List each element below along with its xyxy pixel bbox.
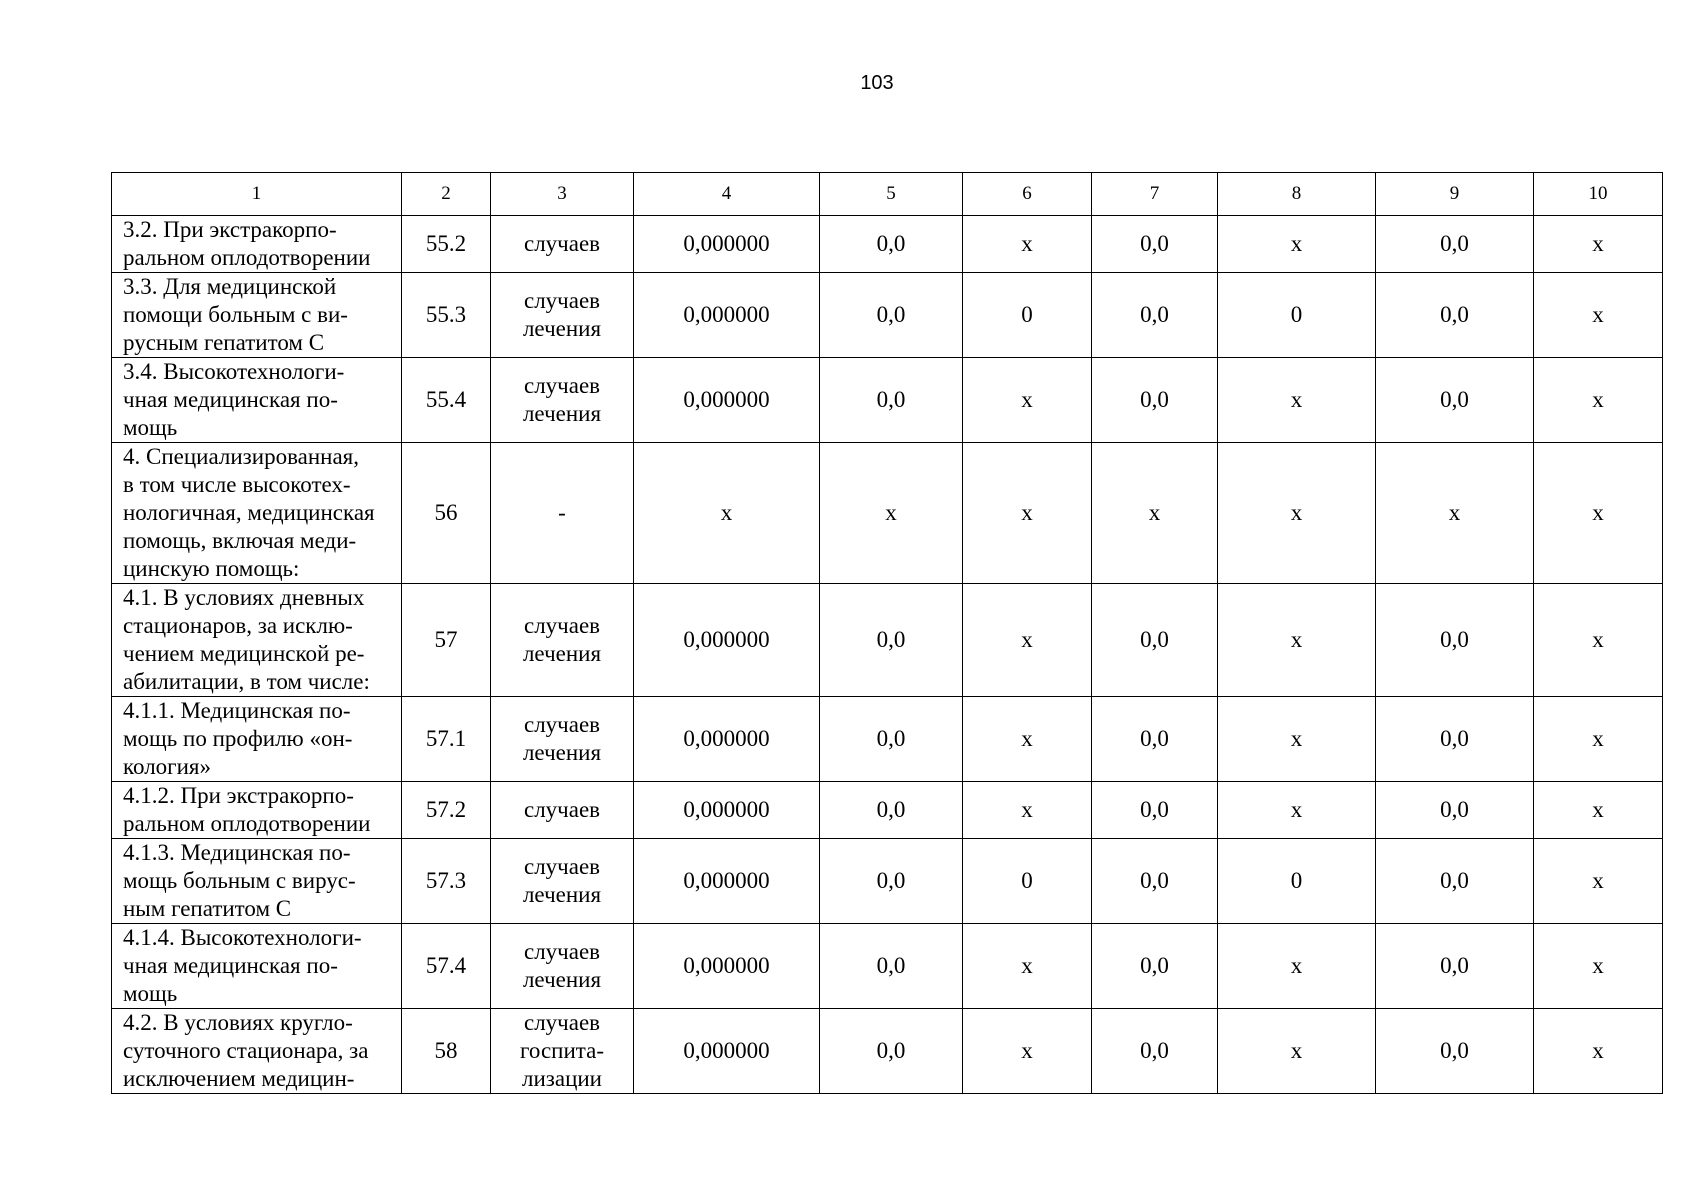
column-header-7: 7: [1092, 173, 1218, 216]
column-header-2: 2: [402, 173, 491, 216]
cell-value-6: 0: [963, 839, 1092, 924]
cell-value-4: 0,000000: [634, 697, 820, 782]
cell-unit: случаев лечения: [491, 584, 634, 697]
column-header-8: 8: [1218, 173, 1376, 216]
cell-unit: случаев лечения: [491, 924, 634, 1009]
column-header-10: 10: [1534, 173, 1663, 216]
cell-value-7: 0,0: [1092, 273, 1218, 358]
cell-value-5: 0,0: [820, 273, 963, 358]
cell-value-5: 0,0: [820, 358, 963, 443]
cell-value-6: 0: [963, 273, 1092, 358]
cell-row-code: 57.4: [402, 924, 491, 1009]
cell-unit: случаев госпита- лизации: [491, 1009, 634, 1094]
column-header-1: 1: [112, 173, 402, 216]
cell-unit: случаев лечения: [491, 839, 634, 924]
table-row: [112, 358, 1663, 443]
cell-value-8: х: [1218, 924, 1376, 1009]
cell-value-7: 0,0: [1092, 697, 1218, 782]
cell-value-5: 0,0: [820, 1009, 963, 1094]
cell-value-10: х: [1534, 782, 1663, 839]
cell-row-code: 56: [402, 443, 491, 584]
table-row: [112, 839, 1663, 924]
cell-value-7: х: [1092, 443, 1218, 584]
cell-value-4: 0,000000: [634, 216, 820, 273]
table-row: [112, 216, 1663, 273]
cell-description: 4.2. В условиях кругло- суточного стационара, за исключением медицин-: [112, 1009, 402, 1094]
cell-value-5: 0,0: [820, 697, 963, 782]
cell-value-8: х: [1218, 443, 1376, 584]
cell-row-code: 55.3: [402, 273, 491, 358]
cell-value-5: 0,0: [820, 782, 963, 839]
cell-value-7: 0,0: [1092, 358, 1218, 443]
table-header: [112, 173, 1663, 216]
cell-value-6: х: [963, 443, 1092, 584]
cell-value-9: 0,0: [1376, 273, 1534, 358]
cell-description: 3.2. При экстракорпо- ральном оплодотворении: [112, 216, 402, 273]
cell-value-7: 0,0: [1092, 839, 1218, 924]
cell-value-10: х: [1534, 216, 1663, 273]
cell-value-5: 0,0: [820, 924, 963, 1009]
cell-unit: случаев лечения: [491, 697, 634, 782]
cell-value-9: 0,0: [1376, 782, 1534, 839]
cell-description: 3.3. Для медицинской помощи больным с ви- русным гепатитом С: [112, 273, 402, 358]
cell-value-7: 0,0: [1092, 216, 1218, 273]
cell-value-8: х: [1218, 358, 1376, 443]
cell-row-code: 55.4: [402, 358, 491, 443]
column-header-9: 9: [1376, 173, 1534, 216]
cell-value-6: х: [963, 584, 1092, 697]
column-header-5: 5: [820, 173, 963, 216]
cell-unit: случаев: [491, 216, 634, 273]
cell-value-9: 0,0: [1376, 1009, 1534, 1094]
cell-description: 4. Специализированная, в том числе высокотех- нологичная, медицинская помощь, включая меди- цинскую помощь:: [112, 443, 402, 584]
cell-value-5: х: [820, 443, 963, 584]
cell-value-9: 0,0: [1376, 216, 1534, 273]
cell-row-code: 58: [402, 1009, 491, 1094]
cell-value-4: 0,000000: [634, 1009, 820, 1094]
cell-value-10: х: [1534, 697, 1663, 782]
table-row: [112, 782, 1663, 839]
cell-unit: -: [491, 443, 634, 584]
cell-value-8: х: [1218, 1009, 1376, 1094]
cell-value-9: 0,0: [1376, 584, 1534, 697]
cell-description: 4.1. В условиях дневных стационаров, за исклю- чением медицинской ре- абилитации, в том числе:: [112, 584, 402, 697]
cell-description: 4.1.3. Медицинская по- мощь больным с вирус- ным гепатитом С: [112, 839, 402, 924]
cell-value-7: 0,0: [1092, 782, 1218, 839]
cell-value-7: 0,0: [1092, 584, 1218, 697]
cell-value-9: 0,0: [1376, 358, 1534, 443]
cell-value-7: 0,0: [1092, 924, 1218, 1009]
cell-description: 4.1.2. При экстракорпо- ральном оплодотворении: [112, 782, 402, 839]
cell-unit: случаев лечения: [491, 273, 634, 358]
cell-value-9: 0,0: [1376, 924, 1534, 1009]
cell-value-9: х: [1376, 443, 1534, 584]
column-header-4: 4: [634, 173, 820, 216]
column-header-6: 6: [963, 173, 1092, 216]
cell-row-code: 55.2: [402, 216, 491, 273]
cell-value-10: х: [1534, 358, 1663, 443]
page-number: 103: [860, 72, 894, 94]
cell-value-6: х: [963, 924, 1092, 1009]
cell-description: 4.1.4. Высокотехнологи- чная медицинская по- мощь: [112, 924, 402, 1009]
cell-value-6: х: [963, 782, 1092, 839]
cell-value-8: 0: [1218, 839, 1376, 924]
column-header-3: 3: [491, 173, 634, 216]
header-row: [112, 173, 1663, 216]
cell-value-9: 0,0: [1376, 697, 1534, 782]
cell-description: 4.1.1. Медицинская по- мощь по профилю «он- кология»: [112, 697, 402, 782]
cell-value-6: х: [963, 216, 1092, 273]
cell-description: 3.4. Высокотехнологи- чная медицинская по- мощь: [112, 358, 402, 443]
cell-row-code: 57.3: [402, 839, 491, 924]
cell-value-10: х: [1534, 924, 1663, 1009]
cell-value-4: 0,000000: [634, 924, 820, 1009]
cell-value-8: х: [1218, 697, 1376, 782]
cell-value-4: 0,000000: [634, 584, 820, 697]
table-row: [112, 697, 1663, 782]
cell-unit: случаев лечения: [491, 358, 634, 443]
cell-value-4: 0,000000: [634, 782, 820, 839]
cell-value-10: х: [1534, 443, 1663, 584]
cell-value-4: 0,000000: [634, 358, 820, 443]
cell-value-8: х: [1218, 584, 1376, 697]
cell-unit: случаев: [491, 782, 634, 839]
table-row: [112, 924, 1663, 1009]
table-row: [112, 273, 1663, 358]
cell-row-code: 57: [402, 584, 491, 697]
cell-value-9: 0,0: [1376, 839, 1534, 924]
cell-value-5: 0,0: [820, 839, 963, 924]
cell-value-10: х: [1534, 584, 1663, 697]
data-table: [111, 172, 1663, 1094]
cell-value-10: х: [1534, 839, 1663, 924]
cell-row-code: 57.1: [402, 697, 491, 782]
cell-value-8: х: [1218, 782, 1376, 839]
cell-value-5: 0,0: [820, 216, 963, 273]
cell-row-code: 57.2: [402, 782, 491, 839]
table-row: [112, 443, 1663, 584]
cell-value-8: 0: [1218, 273, 1376, 358]
cell-value-4: 0,000000: [634, 839, 820, 924]
cell-value-10: х: [1534, 273, 1663, 358]
cell-value-4: 0,000000: [634, 273, 820, 358]
cell-value-7: 0,0: [1092, 1009, 1218, 1094]
table-row: [112, 584, 1663, 697]
cell-value-6: х: [963, 697, 1092, 782]
cell-value-10: х: [1534, 1009, 1663, 1094]
cell-value-5: 0,0: [820, 584, 963, 697]
table-row: [112, 1009, 1663, 1094]
cell-value-4: х: [634, 443, 820, 584]
cell-value-6: х: [963, 358, 1092, 443]
cell-value-8: х: [1218, 216, 1376, 273]
table-body: [112, 216, 1663, 1094]
cell-value-6: х: [963, 1009, 1092, 1094]
